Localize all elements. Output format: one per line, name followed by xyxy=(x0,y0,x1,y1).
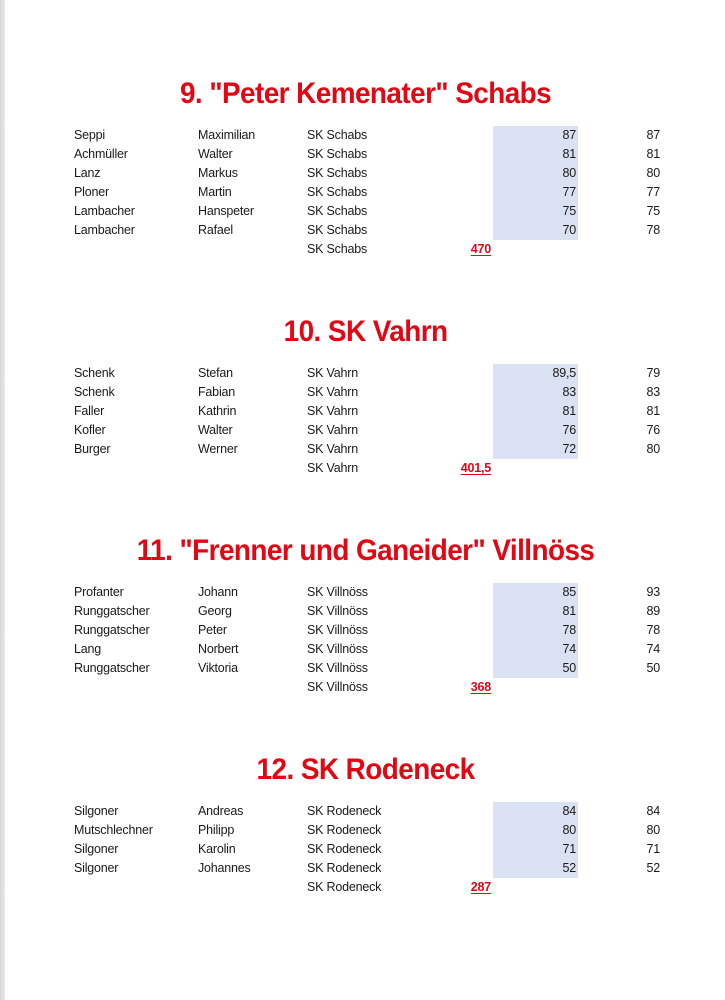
player-first-name: Georg xyxy=(198,604,232,618)
player-score: 71 xyxy=(562,842,576,856)
player-row xyxy=(0,164,725,183)
player-score: 75 xyxy=(562,204,576,218)
player-rating: 75 xyxy=(646,204,660,218)
player-row xyxy=(0,821,725,840)
player-row xyxy=(0,859,725,878)
player-score: 52 xyxy=(562,861,576,875)
player-club: SK Villnöss xyxy=(307,661,368,675)
player-club: SK Vahrn xyxy=(307,423,358,437)
player-first-name: Walter xyxy=(198,147,233,161)
total-club: SK Vahrn xyxy=(307,461,358,475)
player-score: 78 xyxy=(562,623,576,637)
player-score: 81 xyxy=(562,147,576,161)
player-rating: 84 xyxy=(646,804,660,818)
player-last-name: Kofler xyxy=(74,423,106,437)
team-total-row xyxy=(0,878,725,897)
player-last-name: Achmüller xyxy=(74,147,128,161)
total-club: SK Rodeneck xyxy=(307,880,382,894)
team-title: 9. "Peter Kemenater" Schabs xyxy=(179,77,552,110)
player-last-name: Lanz xyxy=(74,166,101,180)
player-first-name: Werner xyxy=(198,442,238,456)
player-score: 72 xyxy=(562,442,576,456)
player-last-name: Schenk xyxy=(74,385,115,399)
player-club: SK Schabs xyxy=(307,185,368,199)
player-row xyxy=(0,383,725,402)
player-row xyxy=(0,183,725,202)
team-total-row xyxy=(0,459,725,478)
player-club: SK Villnöss xyxy=(307,585,368,599)
player-rating: 77 xyxy=(646,185,660,199)
player-rating: 80 xyxy=(646,442,660,456)
team-total: 287 xyxy=(470,880,491,894)
player-last-name: Profanter xyxy=(74,585,124,599)
player-last-name: Lang xyxy=(74,642,102,656)
player-score: 77 xyxy=(562,185,576,199)
player-last-name: Faller xyxy=(74,404,105,418)
player-first-name: Markus xyxy=(198,166,238,180)
player-row xyxy=(0,440,725,459)
player-first-name: Fabian xyxy=(198,385,236,399)
team-total-row xyxy=(0,240,725,259)
player-first-name: Walter xyxy=(198,423,233,437)
player-score: 50 xyxy=(562,661,576,675)
player-first-name: Philipp xyxy=(198,823,235,837)
player-row xyxy=(0,583,725,602)
player-club: SK Rodeneck xyxy=(307,842,382,856)
team-total: 470 xyxy=(470,242,491,256)
player-last-name: Mutschlechner xyxy=(74,823,153,837)
player-last-name: Runggatscher xyxy=(74,661,150,675)
player-row xyxy=(0,126,725,145)
player-last-name: Ploner xyxy=(74,185,109,199)
player-club: SK Rodeneck xyxy=(307,823,382,837)
player-rating: 81 xyxy=(646,147,660,161)
player-rating: 50 xyxy=(646,661,660,675)
player-club: SK Schabs xyxy=(307,204,368,218)
player-score: 70 xyxy=(562,223,576,237)
player-rating: 87 xyxy=(646,128,660,142)
player-score: 80 xyxy=(562,823,576,837)
player-first-name: Johannes xyxy=(198,861,251,875)
player-rating: 93 xyxy=(646,585,660,599)
player-rating: 76 xyxy=(646,423,660,437)
player-last-name: Silgoner xyxy=(74,861,119,875)
player-score: 81 xyxy=(562,404,576,418)
player-rating: 80 xyxy=(646,166,660,180)
player-row xyxy=(0,640,725,659)
player-rating: 52 xyxy=(646,861,660,875)
team-total: 368 xyxy=(470,680,491,694)
player-first-name: Kathrin xyxy=(198,404,237,418)
player-last-name: Silgoner xyxy=(74,804,119,818)
player-row xyxy=(0,364,725,383)
player-rating: 78 xyxy=(646,223,660,237)
player-club: SK Villnöss xyxy=(307,623,368,637)
player-first-name: Hanspeter xyxy=(198,204,254,218)
player-club: SK Schabs xyxy=(307,166,368,180)
player-last-name: Runggatscher xyxy=(74,604,150,618)
player-score: 74 xyxy=(562,642,576,656)
player-first-name: Peter xyxy=(198,623,227,637)
player-row xyxy=(0,145,725,164)
player-first-name: Maximilian xyxy=(198,128,256,142)
player-last-name: Schenk xyxy=(74,366,115,380)
player-rating: 81 xyxy=(646,404,660,418)
player-rating: 79 xyxy=(646,366,660,380)
player-row xyxy=(0,802,725,821)
player-rating: 80 xyxy=(646,823,660,837)
player-row xyxy=(0,402,725,421)
player-rating: 83 xyxy=(646,385,660,399)
player-club: SK Schabs xyxy=(307,223,368,237)
total-club: SK Schabs xyxy=(307,242,368,256)
player-club: SK Vahrn xyxy=(307,385,358,399)
player-row xyxy=(0,621,725,640)
player-first-name: Norbert xyxy=(198,642,239,656)
player-score: 84 xyxy=(562,804,576,818)
player-last-name: Lambacher xyxy=(74,204,135,218)
team-total: 401,5 xyxy=(460,461,491,475)
player-last-name: Runggatscher xyxy=(74,623,150,637)
player-first-name: Martin xyxy=(198,185,232,199)
player-club: SK Vahrn xyxy=(307,366,358,380)
player-first-name: Rafael xyxy=(198,223,233,237)
player-score: 83 xyxy=(562,385,576,399)
player-last-name: Silgoner xyxy=(74,842,119,856)
player-row xyxy=(0,421,725,440)
player-first-name: Viktoria xyxy=(198,661,238,675)
player-last-name: Burger xyxy=(74,442,111,456)
player-club: SK Rodeneck xyxy=(307,861,382,875)
player-score: 85 xyxy=(562,585,576,599)
player-club: SK Vahrn xyxy=(307,404,358,418)
player-first-name: Johann xyxy=(198,585,238,599)
player-score: 80 xyxy=(562,166,576,180)
total-club: SK Villnöss xyxy=(307,680,368,694)
player-score: 76 xyxy=(562,423,576,437)
player-row xyxy=(0,840,725,859)
player-score: 81 xyxy=(562,604,576,618)
player-rating: 74 xyxy=(646,642,660,656)
team-title: 12. SK Rodeneck xyxy=(256,753,475,786)
player-club: SK Schabs xyxy=(307,128,368,142)
player-first-name: Andreas xyxy=(198,804,244,818)
team-title: 11. "Frenner und Ganeider" Villnöss xyxy=(136,534,595,567)
player-row xyxy=(0,659,725,678)
player-score: 89,5 xyxy=(552,366,576,380)
player-first-name: Karolin xyxy=(198,842,236,856)
player-rating: 71 xyxy=(646,842,660,856)
team-total-row xyxy=(0,678,725,697)
player-row xyxy=(0,221,725,240)
team-title: 10. SK Vahrn xyxy=(283,315,448,348)
player-club: SK Villnöss xyxy=(307,604,368,618)
player-club: SK Schabs xyxy=(307,147,368,161)
player-club: SK Vahrn xyxy=(307,442,358,456)
player-rating: 89 xyxy=(646,604,660,618)
player-score: 87 xyxy=(562,128,576,142)
player-club: SK Rodeneck xyxy=(307,804,382,818)
player-club: SK Villnöss xyxy=(307,642,368,656)
player-rating: 78 xyxy=(646,623,660,637)
player-first-name: Stefan xyxy=(198,366,233,380)
player-row xyxy=(0,602,725,621)
player-last-name: Lambacher xyxy=(74,223,135,237)
player-last-name: Seppi xyxy=(74,128,105,142)
player-row xyxy=(0,202,725,221)
